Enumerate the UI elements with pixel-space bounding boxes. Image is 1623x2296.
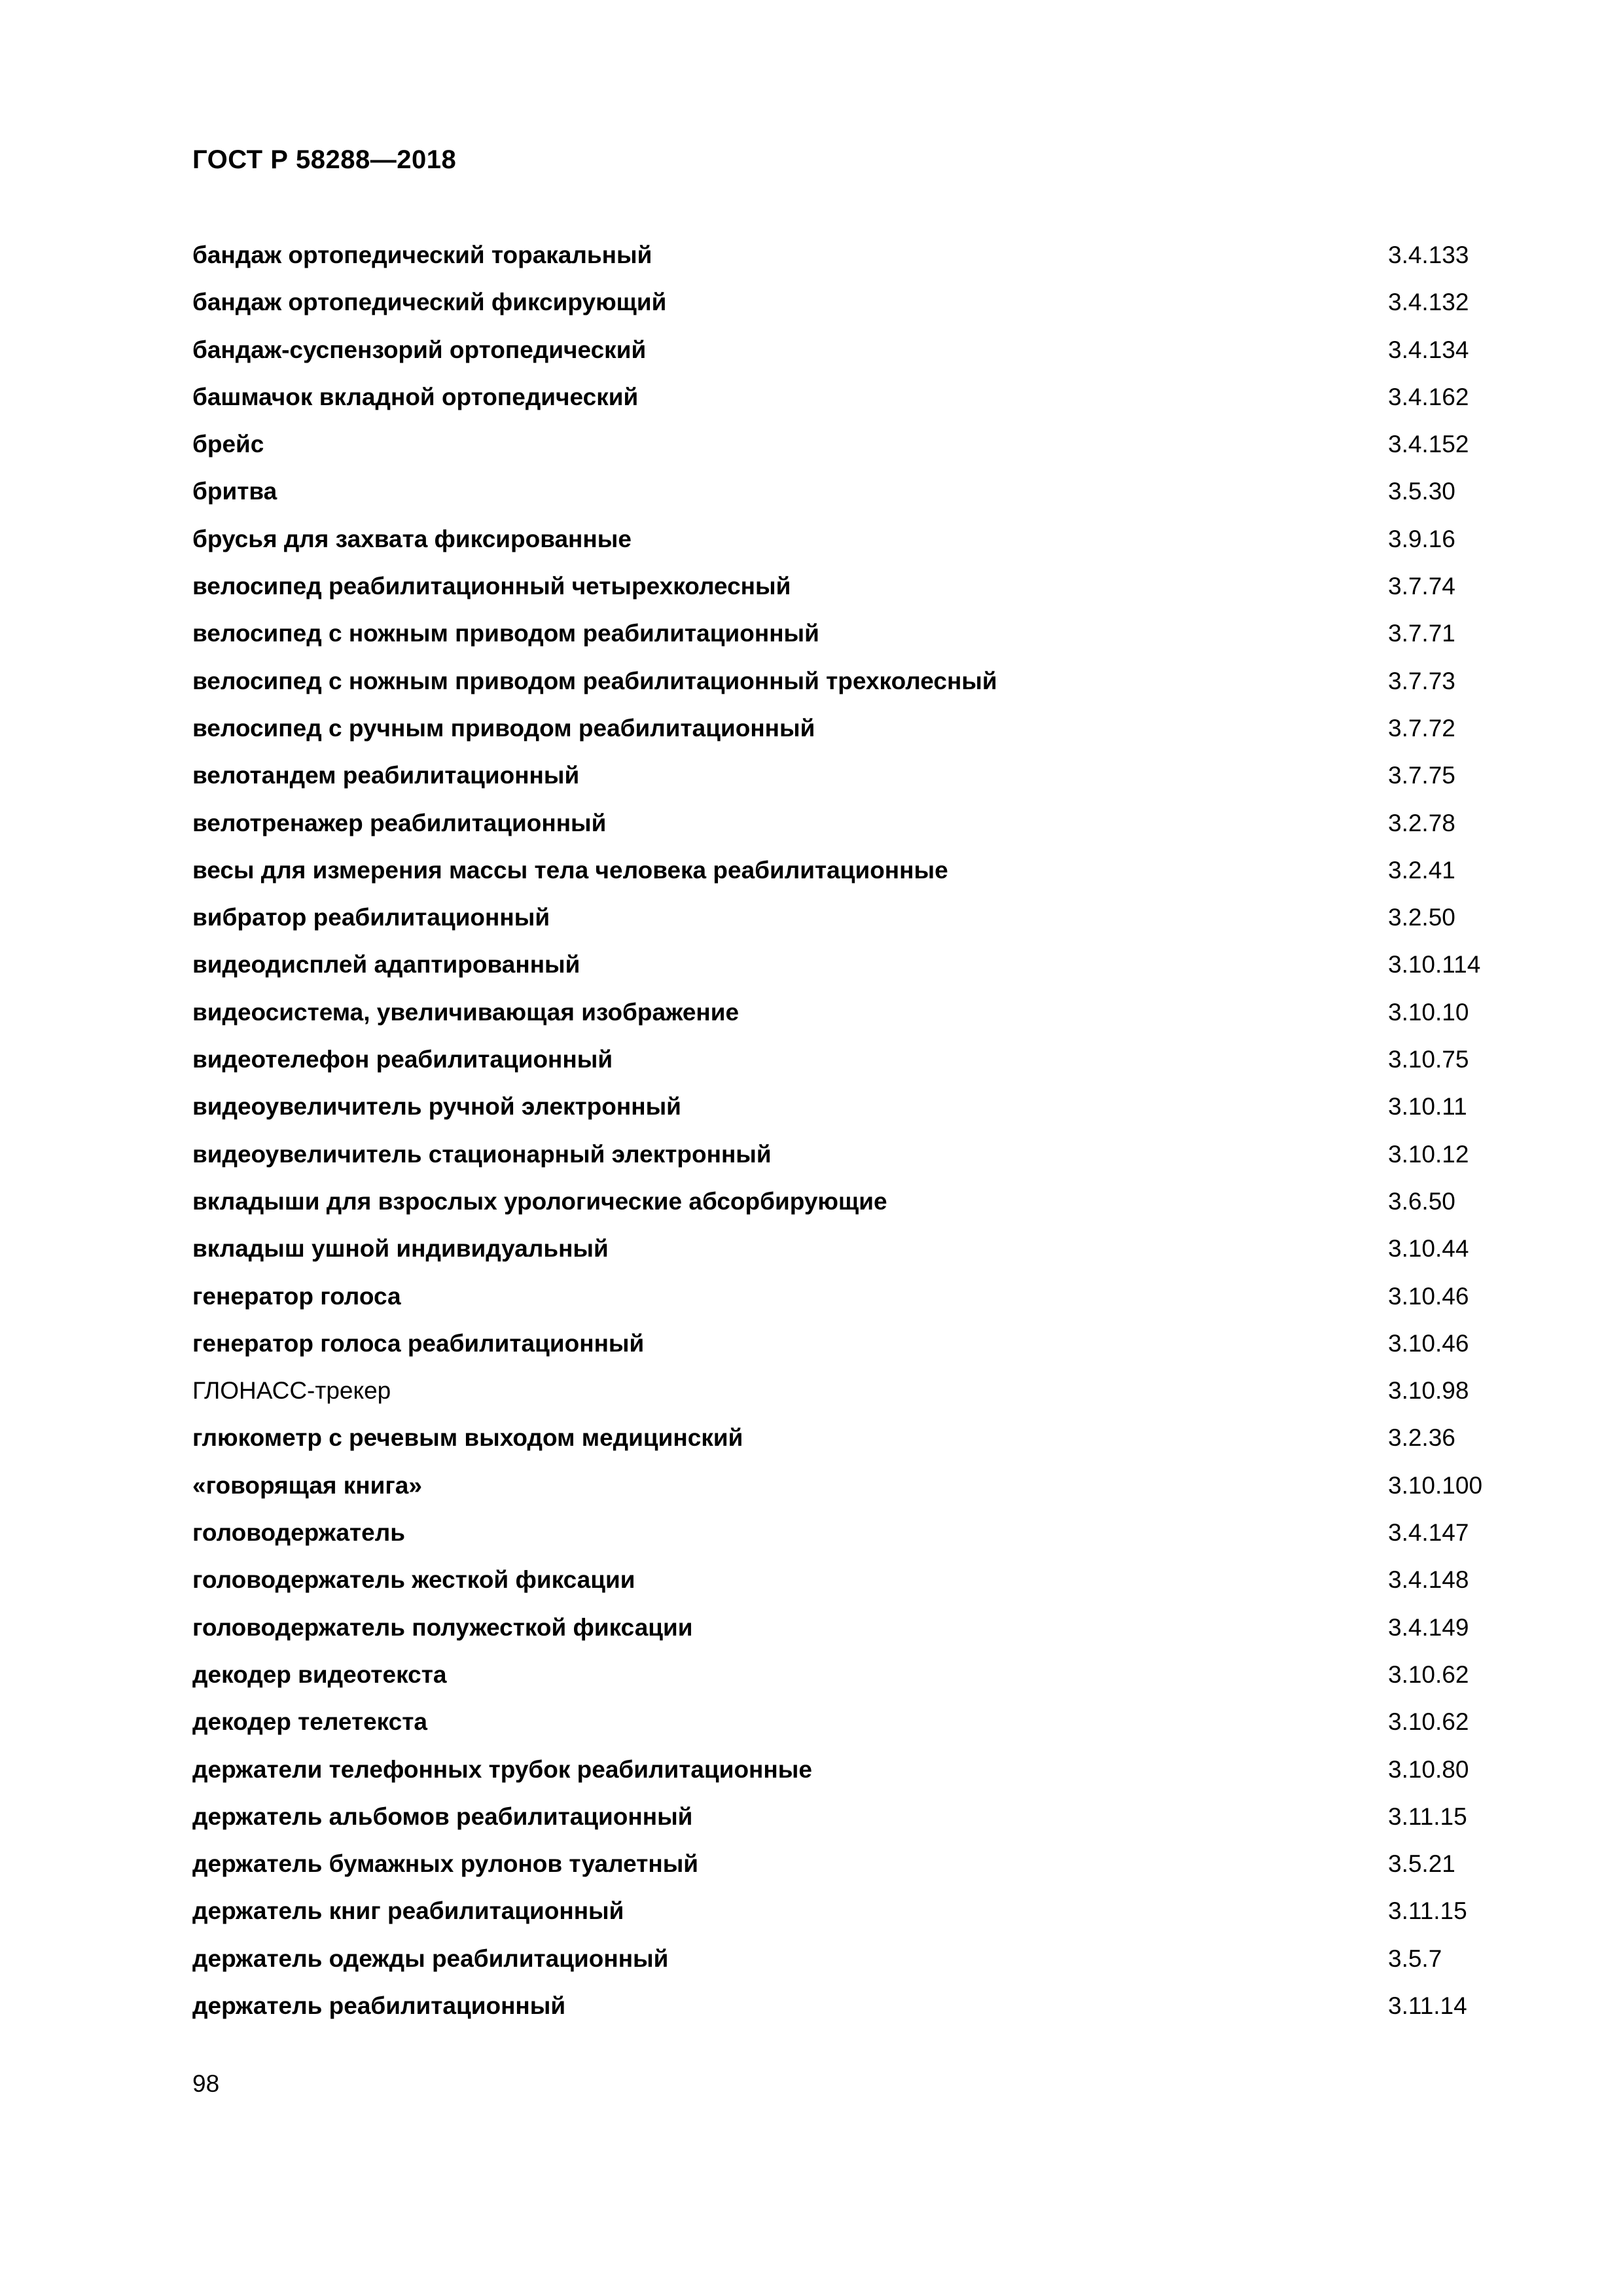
index-entry (192, 1087, 1501, 1134)
index-reference-number: 3.5.7 (1388, 1945, 1442, 1972)
index-entry (192, 804, 1501, 851)
index-entry (192, 993, 1501, 1040)
index-reference-number: 3.11.14 (1388, 1992, 1467, 2019)
index-term: глюкометр с речевым выходом медицинский (192, 1424, 743, 1452)
index-term: «говорящая книга» (192, 1471, 422, 1499)
index-reference-number: 3.10.80 (1388, 1755, 1469, 1783)
index-entry (192, 1892, 1501, 1939)
index-term: бритва (192, 478, 277, 505)
index-reference-number: 3.5.21 (1388, 1850, 1455, 1878)
index-term: головодержатель жесткой фиксации (192, 1566, 635, 1594)
index-reference-number: 3.10.44 (1388, 1235, 1469, 1263)
index-reference-number: 3.10.114 (1388, 951, 1481, 978)
index-reference-number: 3.10.75 (1388, 1046, 1469, 1073)
index-reference-number: 3.10.98 (1388, 1377, 1469, 1405)
index-term: видеосистема, увеличивающая изображение (192, 998, 740, 1026)
index-entry (192, 1560, 1501, 1607)
index-entry (192, 472, 1501, 519)
index-entry (192, 1750, 1501, 1797)
index-entry (192, 1702, 1501, 1749)
index-term: бандаж ортопедический фиксирующий (192, 289, 667, 316)
index-term: генератор голоса (192, 1282, 401, 1310)
index-entry (192, 756, 1501, 803)
index-entry (192, 614, 1501, 661)
index-reference-number: 3.4.152 (1388, 431, 1469, 458)
index-term: генератор голоса реабилитационный (192, 1329, 645, 1357)
index-entry (192, 898, 1501, 945)
index-term: брейс (192, 431, 264, 458)
index-entry (192, 1182, 1501, 1229)
index-reference-number: 3.4.148 (1388, 1566, 1469, 1594)
index-entry (192, 1324, 1501, 1371)
index-term: велотренажер реабилитационный (192, 809, 607, 836)
index-entry (192, 662, 1501, 709)
index-entry (192, 1040, 1501, 1087)
index-entry (192, 1797, 1501, 1844)
index-term: держатель реабилитационный (192, 1992, 566, 2019)
index-reference-number: 3.7.75 (1388, 762, 1455, 789)
index-term: велосипед с ножным приводом реабилитационный (192, 620, 819, 647)
index-term: бандаж-суспензорий ортопедический (192, 336, 647, 363)
index-term: ГЛОНАСС-трекер (192, 1377, 391, 1405)
index-reference-number: 3.4.132 (1388, 289, 1469, 316)
index-reference-number: 3.10.100 (1388, 1471, 1483, 1499)
index-reference-number: 3.9.16 (1388, 525, 1455, 552)
index-term: головодержатель полужесткой фиксации (192, 1613, 693, 1641)
index-reference-number: 3.4.149 (1388, 1613, 1469, 1641)
index-reference-number: 3.7.74 (1388, 573, 1455, 600)
index-entry (192, 1608, 1501, 1655)
index-reference-number: 3.7.71 (1388, 620, 1455, 647)
index-reference-number: 3.11.15 (1388, 1803, 1467, 1830)
index-term: видеодисплей адаптированный (192, 951, 580, 978)
index-term: вкладыш ушной индивидуальный (192, 1235, 609, 1263)
index-entry (192, 851, 1501, 898)
page-number: 98 (192, 2070, 220, 2097)
index-reference-number: 3.10.46 (1388, 1329, 1469, 1357)
index-term: велосипед с ручным приводом реабилитационный (192, 714, 815, 742)
index-term: видеоувеличитель стационарный электронный (192, 1140, 772, 1168)
index-entry (192, 709, 1501, 756)
index-entry (192, 1418, 1501, 1465)
index-reference-number: 3.10.11 (1388, 1093, 1467, 1121)
index-term: велосипед с ножным приводом реабилитационный трехколесный (192, 667, 997, 694)
index-entry (192, 1277, 1501, 1324)
index-term: вкладыши для взрослых урологические абсорбирующие (192, 1187, 887, 1215)
index-term: головодержатель (192, 1519, 405, 1547)
index-reference-number: 3.10.62 (1388, 1660, 1469, 1688)
index-reference-number: 3.2.50 (1388, 904, 1455, 931)
index-entry (192, 1229, 1501, 1276)
index-entry (192, 1135, 1501, 1182)
index-reference-number: 3.10.62 (1388, 1708, 1469, 1736)
index-reference-number: 3.10.10 (1388, 998, 1469, 1026)
index-reference-number: 3.10.46 (1388, 1282, 1469, 1310)
index-term: брусья для захвата фиксированные (192, 525, 632, 552)
index-term: держатель бумажных рулонов туалетный (192, 1850, 699, 1878)
index-term: велосипед реабилитационный четырехколесный (192, 573, 791, 600)
index-entry (192, 425, 1501, 472)
index-reference-number: 3.6.50 (1388, 1187, 1455, 1215)
index-entry (192, 520, 1501, 567)
index-reference-number: 3.4.134 (1388, 336, 1469, 363)
index-reference-number: 3.4.162 (1388, 383, 1469, 410)
index-entry (192, 1844, 1501, 1892)
index-reference-number: 3.10.12 (1388, 1140, 1469, 1168)
index-entry (192, 378, 1501, 425)
index-entry (192, 331, 1501, 378)
index-entry (192, 283, 1501, 330)
index-reference-number: 3.4.147 (1388, 1519, 1469, 1547)
alphabetical-index-list (192, 236, 1501, 2034)
index-term: велотандем реабилитационный (192, 762, 580, 789)
index-reference-number: 3.7.73 (1388, 667, 1455, 694)
index-entry (192, 1466, 1501, 1513)
index-term: держатель книг реабилитационный (192, 1897, 624, 1925)
index-term: декодер телетекста (192, 1708, 427, 1736)
index-reference-number: 3.2.41 (1388, 856, 1455, 884)
index-reference-number: 3.2.78 (1388, 809, 1455, 836)
index-term: держатели телефонных трубок реабилитационные (192, 1755, 812, 1783)
index-entry (192, 1655, 1501, 1702)
index-term: видеоувеличитель ручной электронный (192, 1093, 681, 1121)
index-reference-number: 3.5.30 (1388, 478, 1455, 505)
index-entry (192, 1939, 1501, 1986)
index-reference-number: 3.11.15 (1388, 1897, 1467, 1925)
index-term: весы для измерения массы тела человека реабилитационные (192, 856, 948, 884)
index-term: вибратор реабилитационный (192, 904, 550, 931)
index-reference-number: 3.4.133 (1388, 242, 1469, 268)
index-term: башмачок вкладной ортопедический (192, 383, 639, 410)
index-term: видеотелефон реабилитационный (192, 1046, 613, 1073)
index-term: держатель альбомов реабилитационный (192, 1803, 693, 1830)
index-term: декодер видеотекста (192, 1660, 447, 1688)
index-reference-number: 3.2.36 (1388, 1424, 1455, 1452)
index-reference-number: 3.7.72 (1388, 714, 1455, 742)
index-entry (192, 1371, 1501, 1418)
index-entry (192, 945, 1501, 992)
index-term: бандаж ортопедический торакальный (192, 242, 652, 268)
index-term: держатель одежды реабилитационный (192, 1945, 669, 1972)
index-entry (192, 1513, 1501, 1560)
index-entry (192, 236, 1501, 283)
index-entry (192, 1986, 1501, 2034)
document-header-title: ГОСТ Р 58288—2018 (192, 145, 457, 174)
index-entry (192, 567, 1501, 614)
